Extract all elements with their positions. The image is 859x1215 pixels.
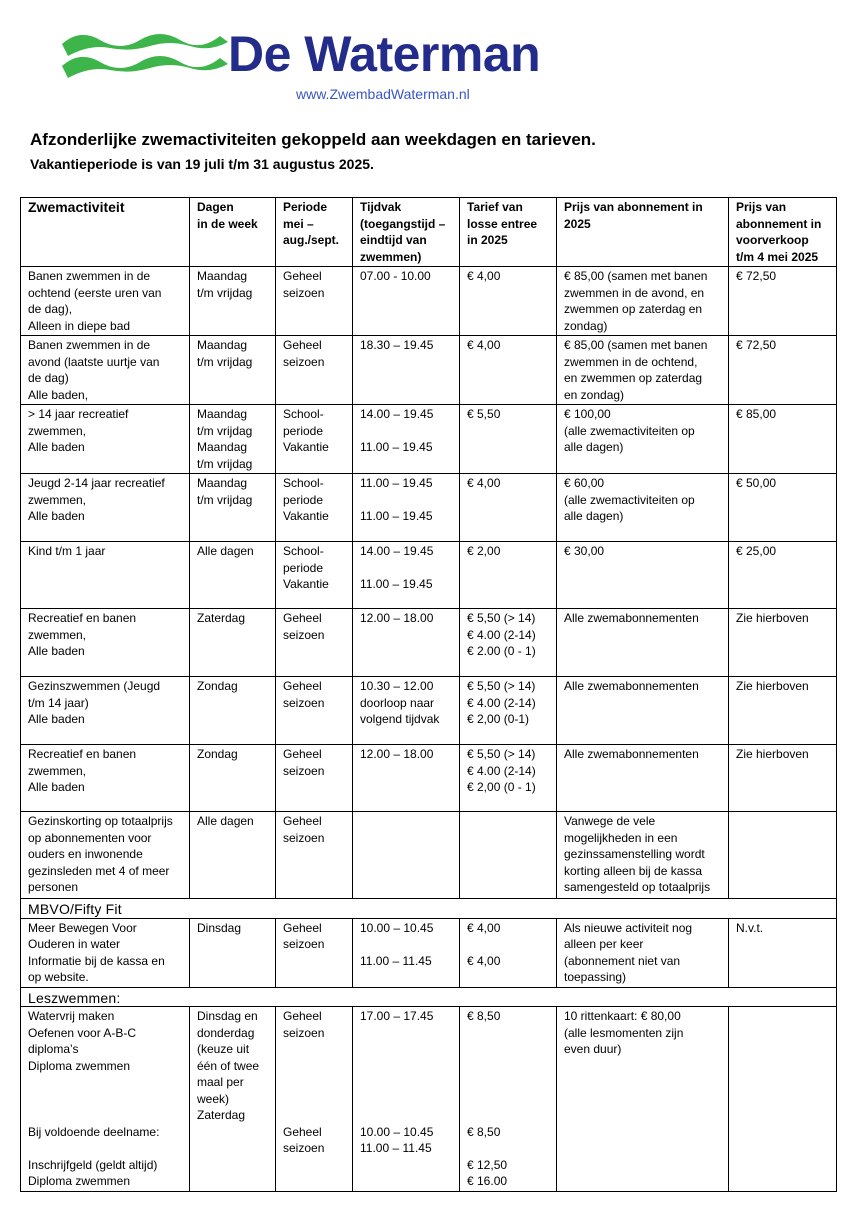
- cell-period: School- periode Vakantie: [276, 405, 353, 474]
- cell-activity: Meer Bewegen Voor Ouderen in water Informatie bij de kassa en op website.: [21, 918, 190, 987]
- page-subtitle: Vakantieperiode is van 19 juli t/m 31 augustus 2025.: [30, 156, 374, 172]
- cell-days: Maandag t/m vrijdag Maandag t/m vrijdag: [190, 405, 276, 474]
- table-row: [21, 918, 837, 987]
- cell-subscription: Alle zwemabonnementen: [557, 745, 729, 812]
- cell-presale: [729, 812, 837, 899]
- page-title: Afzonderlijke zwemactiviteiten gekoppeld aan weekdagen en tarieven.: [30, 130, 596, 149]
- cell-subscription: € 85,00 (samen met banen zwemmen in de avond, en zwemmen op zaterdag en zondag): [557, 267, 729, 336]
- table-row: [21, 745, 837, 812]
- cell-single-entry: [460, 812, 557, 899]
- cell-presale: Zie hierboven: [729, 745, 837, 812]
- cell-activity: Banen zwemmen in de ochtend (eerste uren van de dag), Alleen in diepe bad: [21, 267, 190, 336]
- cell-presale: € 25,00: [729, 542, 837, 609]
- cell-subscription: Alle zwemabonnementen: [557, 609, 729, 677]
- table-row: [21, 267, 837, 336]
- cell-timeslot: 10.30 – 12.00 doorloop naar volgend tijdvak: [353, 677, 460, 745]
- cell-period: Geheel seizoen: [276, 918, 353, 987]
- table-row: [21, 677, 837, 745]
- cell-presale: [729, 1007, 837, 1192]
- cell-activity: Kind t/m 1 jaar: [21, 542, 190, 609]
- cell-period: School- periode Vakantie: [276, 474, 353, 542]
- cell-subscription: Vanwege de vele mogelijkheden in een gezinssamenstelling wordt korting alleen bij de kassa samengesteld op totaalprijs: [557, 812, 729, 899]
- cell-single-entry: € 5,50 (> 14) € 4.00 (2-14) € 2,00 (0-1): [460, 677, 557, 745]
- website-link[interactable]: www.ZwembadWaterman.nl: [296, 86, 470, 102]
- cell-presale: € 72,50: [729, 336, 837, 405]
- cell-days: Alle dagen: [190, 812, 276, 899]
- header-subscription-price: Prijs van abonnement in 2025: [557, 198, 729, 267]
- table-row: [21, 1007, 837, 1192]
- header-presale-price: Prijs van abonnement in voorverkoop t/m 4 mei 2025: [729, 198, 837, 267]
- header-activity: Zwemactiviteit: [21, 198, 190, 267]
- cell-presale: N.v.t.: [729, 918, 837, 987]
- cell-days: Alle dagen: [190, 542, 276, 609]
- cell-period: School- periode Vakantie: [276, 542, 353, 609]
- cell-period: Geheel seizoen Geheel seizoen: [276, 1007, 353, 1192]
- cell-activity: Watervrij maken Oefenen voor A-B-C diploma’s Diploma zwemmen Bij voldoende deelname: Inschrijfgeld (geldt altijd) Diploma zwemmen: [21, 1007, 190, 1192]
- cell-subscription: 10 rittenkaart: € 80,00 (alle lesmomenten zijn even duur): [557, 1007, 729, 1192]
- cell-period: Geheel seizoen: [276, 745, 353, 812]
- cell-days: Maandag t/m vrijdag: [190, 474, 276, 542]
- cell-single-entry: € 5,50: [460, 405, 557, 474]
- cell-timeslot: 11.00 – 19.45 11.00 – 19.45: [353, 474, 460, 542]
- cell-period: Geheel seizoen: [276, 677, 353, 745]
- cell-period: Geheel seizoen: [276, 812, 353, 899]
- cell-days: Zaterdag: [190, 609, 276, 677]
- cell-single-entry: € 4,00: [460, 474, 557, 542]
- cell-days: Zondag: [190, 745, 276, 812]
- header-single-entry: Tarief van losse entree in 2025: [460, 198, 557, 267]
- cell-activity: > 14 jaar recreatief zwemmen, Alle baden: [21, 405, 190, 474]
- logo: [60, 22, 570, 112]
- cell-days: Zondag: [190, 677, 276, 745]
- section-row-leszwemmen: [21, 987, 837, 1007]
- cell-timeslot: 07.00 - 10.00: [353, 267, 460, 336]
- cell-subscription: € 60,00 (alle zwemactiviteiten op alle dagen): [557, 474, 729, 542]
- cell-timeslot: 12.00 – 18.00: [353, 609, 460, 677]
- cell-timeslot: [353, 812, 460, 899]
- cell-subscription: € 100,00 (alle zwemactiviteiten op alle dagen): [557, 405, 729, 474]
- cell-timeslot: 12.00 – 18.00: [353, 745, 460, 812]
- section-title: Leszwemmen:: [21, 987, 837, 1007]
- wave-logo-icon: [60, 26, 230, 88]
- cell-single-entry: € 4,00: [460, 336, 557, 405]
- table-header-row: [21, 198, 837, 267]
- table-row: [21, 474, 837, 542]
- cell-single-entry: € 4,00: [460, 267, 557, 336]
- cell-timeslot: 10.00 – 10.45 11.00 – 11.45: [353, 918, 460, 987]
- cell-single-entry: € 4,00 € 4,00: [460, 918, 557, 987]
- table-row: [21, 812, 837, 899]
- cell-period: Geheel seizoen: [276, 336, 353, 405]
- cell-timeslot: 17.00 – 17.45 10.00 – 10.45 11.00 – 11.45: [353, 1007, 460, 1192]
- cell-presale: € 72,50: [729, 267, 837, 336]
- cell-timeslot: 14.00 – 19.45 11.00 – 19.45: [353, 405, 460, 474]
- cell-presale: € 85,00: [729, 405, 837, 474]
- section-row-mbvo: [21, 899, 837, 919]
- cell-activity: Recreatief en banen zwemmen, Alle baden: [21, 609, 190, 677]
- header-timeslot: Tijdvak (toegangstijd – eindtijd van zwemmen): [353, 198, 460, 267]
- cell-timeslot: 14.00 – 19.45 11.00 – 19.45: [353, 542, 460, 609]
- header-days: Dagen in de week: [190, 198, 276, 267]
- section-title: MBVO/Fifty Fit: [21, 899, 837, 919]
- cell-single-entry: € 2,00: [460, 542, 557, 609]
- cell-period: Geheel seizoen: [276, 267, 353, 336]
- table-row: [21, 336, 837, 405]
- cell-activity: Gezinskorting op totaalprijs op abonnementen voor ouders en inwonende gezinsleden met 4 of meer personen: [21, 812, 190, 899]
- cell-subscription: Als nieuwe activiteit nog alleen per keer (abonnement niet van toepassing): [557, 918, 729, 987]
- cell-single-entry: € 8,50 € 8,50 € 12,50 € 16.00: [460, 1007, 557, 1192]
- cell-activity: Gezinszwemmen (Jeugd t/m 14 jaar) Alle baden: [21, 677, 190, 745]
- cell-period: Geheel seizoen: [276, 609, 353, 677]
- table-row: [21, 542, 837, 609]
- cell-single-entry: € 5,50 (> 14) € 4.00 (2-14) € 2,00 (0 - 1): [460, 745, 557, 812]
- brand-name: De Waterman: [228, 26, 541, 82]
- cell-presale: Zie hierboven: [729, 609, 837, 677]
- table-row: [21, 609, 837, 677]
- cell-timeslot: 18.30 – 19.45: [353, 336, 460, 405]
- cell-single-entry: € 5,50 (> 14) € 4.00 (2-14) € 2.00 (0 - 1): [460, 609, 557, 677]
- cell-subscription: Alle zwemabonnementen: [557, 677, 729, 745]
- cell-activity: Jeugd 2-14 jaar recreatief zwemmen, Alle baden: [21, 474, 190, 542]
- header-period: Periode mei – aug./sept.: [276, 198, 353, 267]
- cell-days: Maandag t/m vrijdag: [190, 336, 276, 405]
- cell-days: Maandag t/m vrijdag: [190, 267, 276, 336]
- cell-days: Dinsdag en donderdag (keuze uit één of twee maal per week) Zaterdag: [190, 1007, 276, 1192]
- cell-activity: Recreatief en banen zwemmen, Alle baden: [21, 745, 190, 812]
- rates-table: [20, 197, 837, 1192]
- cell-subscription: € 85,00 (samen met banen zwemmen in de ochtend, en zwemmen op zaterdag en zondag): [557, 336, 729, 405]
- cell-presale: Zie hierboven: [729, 677, 837, 745]
- cell-subscription: € 30,00: [557, 542, 729, 609]
- cell-presale: € 50,00: [729, 474, 837, 542]
- cell-days: Dinsdag: [190, 918, 276, 987]
- table-row: [21, 405, 837, 474]
- cell-activity: Banen zwemmen in de avond (laatste uurtje van de dag) Alle baden,: [21, 336, 190, 405]
